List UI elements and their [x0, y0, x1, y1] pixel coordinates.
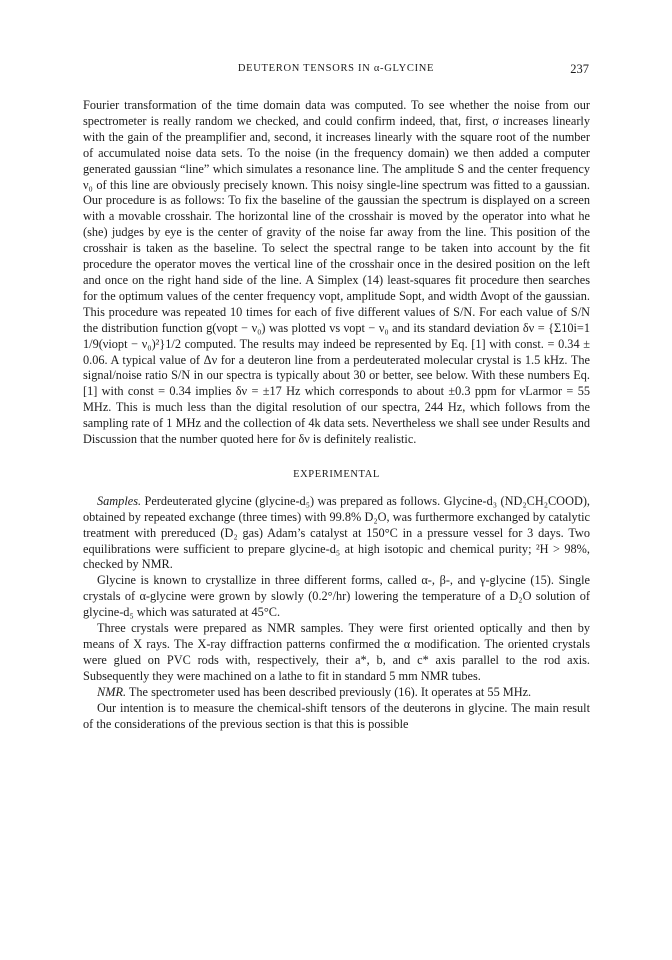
nmr-text: The spectrometer used has been described previously (16). It operates at 55 MHz.: [128, 684, 532, 699]
nmr-paragraph: [83, 685, 590, 701]
running-title: DEUTERON TENSORS IN α-GLYCINE: [237, 63, 435, 74]
article-body: [83, 98, 590, 732]
running-head: [0, 63, 672, 79]
samples-label: Samples.: [97, 493, 142, 508]
section-heading-experimental: EXPERIMENTAL: [293, 468, 380, 480]
nmr-label: NMR.: [97, 684, 127, 699]
crystals-paragraph: Three crystals were prepared as NMR samples. They were first oriented optically and then by means of X rays. The X-ray diffraction patterns confirmed the α modification. The oriented crystals were glued on PVC rods with, respectively, their a*, b, and c* axis parallel to the rod axis. Subsequently they were machined on a lathe to fit in standard 5 mm NMR tubes.: [83, 621, 590, 683]
glycine-paragraph: Glycine is known to crystallize in three different forms, called α-, β-, and γ-glycine (15). Single crystals of α-glycine were grown by slowly (0.2°/hr) lowering the temperature of a D₂O solution of glycine-d₅ which was saturated at 45°C.: [83, 573, 590, 620]
intention-paragraph: Our intention is to measure the chemical-shift tensors of the deuterons in glycine. The main result of the considerations of the previous section is that this is possible: [83, 700, 590, 731]
page-number: 237: [570, 62, 589, 76]
samples-text: Perdeuterated glycine (glycine-d₅) was prepared as follows. Glycine-d₃ (ND₂CH₂COOD), obtained by repeated exchange (three times) with 99.8% D₂O, was furthermore exchanged by catalytic treatment with prereduced (D₂ gas) Adam’s catalyst at 150°C in a pressure vessel for 3 days. Two equilibrations were sufficient to prepare glycine-d₅ at high isotopic and chemical purity; ²H > 98%, checked by NMR.: [83, 493, 590, 572]
intro-paragraph: Fourier transformation of the time domain data was computed. To see whether the noise from our spectrometer is really random we checked, and could confirm indeed, that, first, σ increases linearly with the gain of the preamplifier and, second, it increases linearly with the square root of the number of accumulated noise data sets. To the noise (in the frequency domain) we then added a computer generated gaussian “line” which simulates a resonance line. The amplitude S and the center frequency ν₀ of this line are obviously precisely known. This noisy single-line spectrum was fitted to a gaussian. Our procedure is as follows: To fix the baseline of the gaussian the spectrum is displayed on a screen with a movable crosshair. The horizontal line of the crosshair is moved by the operator into what he (she) judges by eye is the center of gravity of the noise far away from the line. This position of the crosshair is taken as the baseline. To select the spectral range to be taken into account by the fit procedure the operator moves the vertical line of the crosshair once in the desired position on the left and once on the right hand side of the line. A Simplex (14) least-squares fit procedure then searches for the optimum values of the center frequency νopt, amplitude Sopt, and width Δνopt of the gaussian. This procedure was repeated 10 times for each of five different values of S/N. For each value of S/N the distribution function g(νopt − ν₀) was plotted vs νopt − ν₀ and its standard deviation δν = {Σ10i=1 1/9(νiopt − ν₀)²}1/2 computed. The results may indeed be represented by Eq. [1] with const. = 0.34 ± 0.06. A typical value of Δν for a deuteron line from a perdeuterated molecular crystal is 1.5 kHz. The signal/noise ratio S/N in our spectra is typically about 30 or better, see below. With these numbers Eq. [1] with const = 0.34 implies δν = ±17 Hz which corresponds to about ±0.3 ppm for νLarmor = 55 MHz. This is much less than the digital resolution of our spectra, 244 Hz, which follows from the sampling rate of 1 MHz and the collection of 4k data sets. Nevertheless we shall see under Results and Discussion that the number quoted here for δν is definitely realistic.: [83, 98, 590, 447]
samples-paragraph: [83, 494, 590, 574]
